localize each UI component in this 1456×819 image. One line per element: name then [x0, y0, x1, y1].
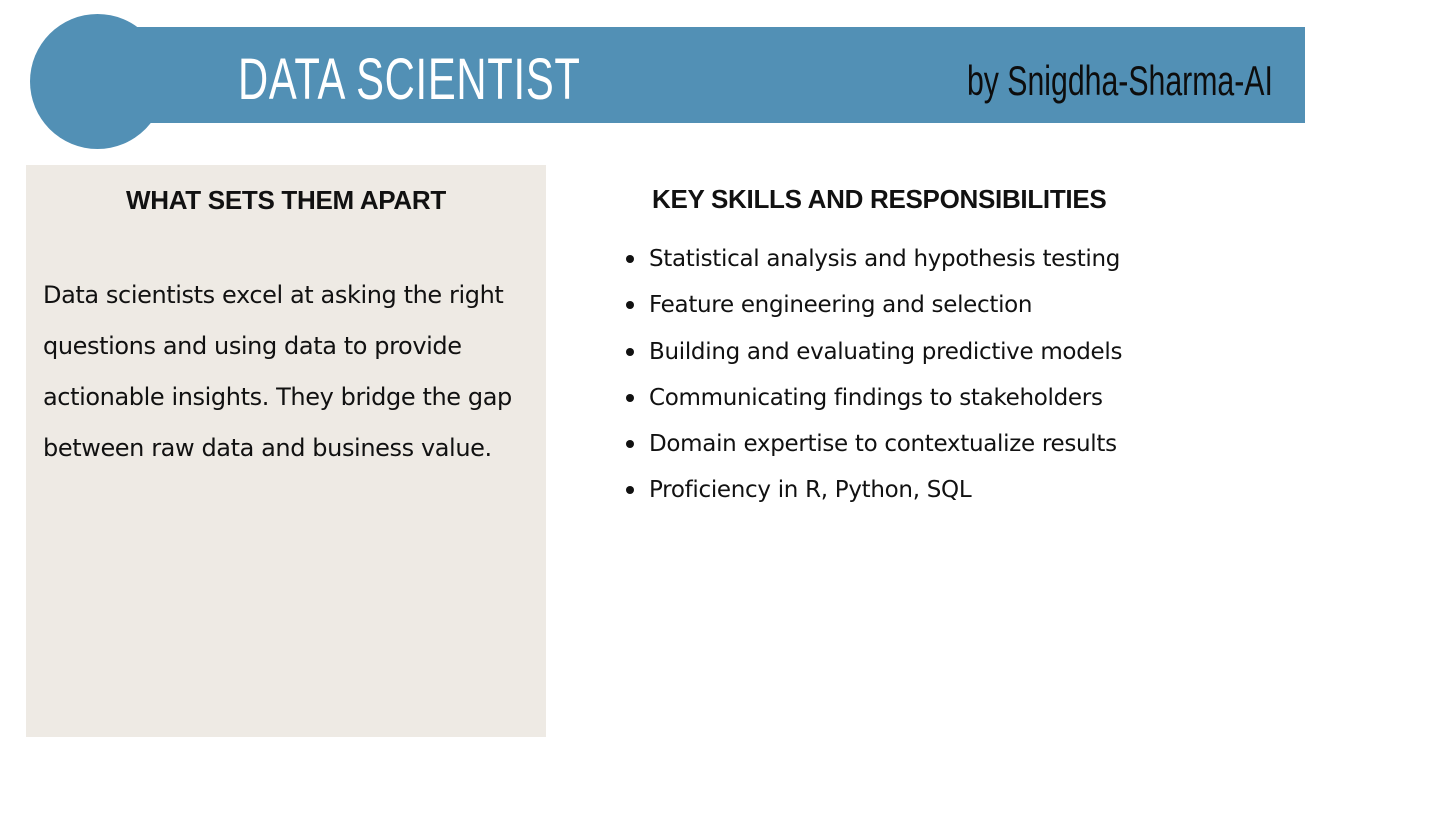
skill-item — [622, 421, 1122, 467]
bullet-icon — [626, 301, 634, 309]
skill-item-text: Statistical analysis and hypothesis testing — [649, 246, 1121, 272]
skill-item — [622, 375, 1122, 421]
bullet-icon — [626, 486, 634, 494]
left-panel-body: Data scientists excel at asking the right questions and using data to provide actionable insights. They bridge the gap between raw data and business value. — [43, 281, 512, 462]
bullet-icon — [626, 440, 634, 448]
skill-item — [622, 282, 1122, 328]
what-sets-them-apart-panel — [26, 165, 546, 737]
author-byline: by Snigdha-Sharma-AI — [967, 57, 1273, 104]
bullet-icon — [626, 394, 634, 402]
skill-item-text: Proficiency in R, Python, SQL — [649, 477, 972, 504]
skill-item-text: Feature engineering and selection — [649, 292, 1033, 319]
skill-item — [622, 467, 1122, 513]
skill-item-text: Communicating findings to stakeholders — [649, 384, 1103, 411]
skill-item-text: Domain expertise to contextualize results — [649, 431, 1117, 458]
skill-item — [622, 236, 1122, 282]
bullet-icon — [626, 348, 634, 356]
left-panel-heading: WHAT SETS THEM APART — [126, 185, 446, 215]
skill-item-text: Building and evaluating predictive models — [649, 338, 1123, 365]
skills-list — [622, 236, 1122, 514]
bullet-icon — [626, 255, 634, 263]
skills-heading: KEY SKILLS AND RESPONSIBILITIES — [652, 184, 1107, 214]
page-title: DATA SCIENTIST — [238, 47, 581, 112]
skill-item — [622, 329, 1122, 375]
